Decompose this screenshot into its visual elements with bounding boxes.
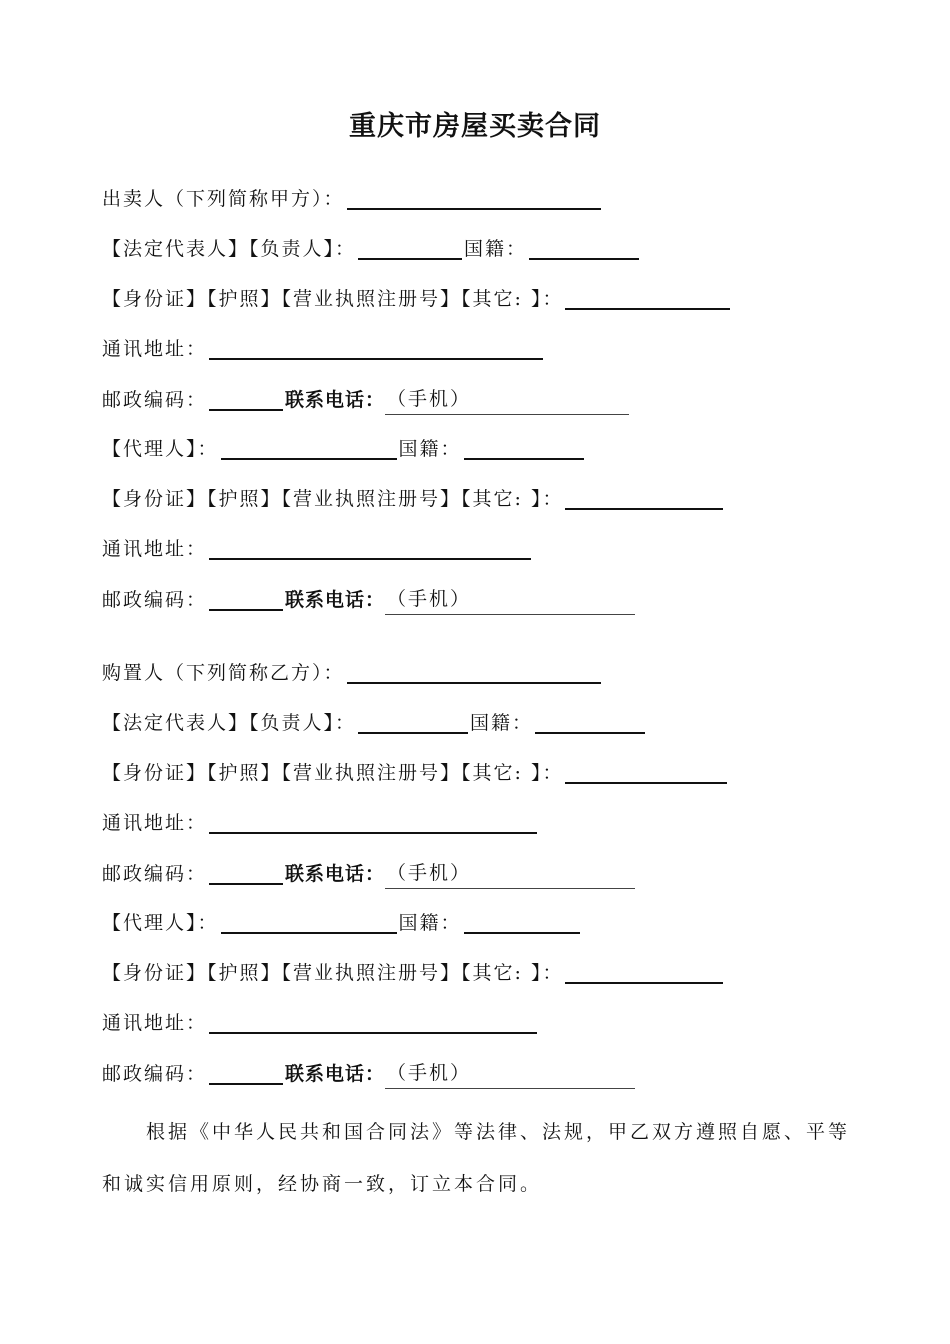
buyer-agent-postcode-label: 邮政编码： [102,1063,208,1085]
seller-agent-label: 【代理人】： [102,438,219,460]
buyer-id-label: 【身份证】【护照】【营业执照注册号】【其它: 】： [102,762,564,784]
seller-postcode-label: 邮政编码： [102,389,208,411]
buyer-id-field[interactable] [565,760,727,784]
seller-id-field[interactable] [565,286,730,310]
seller-postcode-row [102,384,629,414]
seller-agent-phone-label: 联系电话： [285,589,386,611]
seller-agent-nationality-field[interactable] [464,436,584,460]
seller-phone-label: 联系电话： [285,389,386,411]
buyer-postcode-row [102,858,635,888]
seller-phone-field[interactable]: （手机） [385,384,629,415]
buyer-agent-field[interactable] [221,910,397,934]
seller-agent-row [102,434,586,464]
buyer-id-row [102,758,729,788]
seller-address-row [102,334,545,364]
buyer-agent-postcode-row [102,1058,635,1088]
seller-agent-address-field[interactable] [209,536,531,560]
seller-agent-id-label: 【身份证】【护照】【营业执照注册号】【其它: 】： [102,488,564,510]
seller-nationality-label: 国籍： [464,238,528,260]
seller-legal-rep-field[interactable] [358,236,462,260]
page-title: 重庆市房屋买卖合同 [349,111,601,142]
buyer-agent-phone-label: 联系电话： [285,1063,386,1085]
buyer-agent-phone-field[interactable]: （手机） [385,1058,635,1089]
buyer-agent-nationality-field[interactable] [464,910,580,934]
seller-agent-address-label: 通讯地址： [102,538,208,560]
buyer-postcode-field[interactable] [209,861,283,885]
buyer-agent-id-field[interactable] [565,960,723,984]
buyer-party-label: 购置人（下列简称乙方）： [102,662,345,684]
buyer-agent-id-row [102,958,725,988]
seller-agent-postcode-row [102,584,635,614]
buyer-party-row [102,658,603,688]
seller-agent-id-field[interactable] [565,486,723,510]
buyer-agent-postcode-field[interactable] [209,1061,283,1085]
buyer-agent-label: 【代理人】： [102,912,219,934]
seller-legal-rep-label: 【法定代表人】【负责人】： [102,238,357,260]
buyer-phone-label: 联系电话： [285,863,386,885]
buyer-legal-rep-field[interactable] [358,710,468,734]
buyer-legal-rep-row [102,708,647,738]
seller-party-row [102,184,603,214]
buyer-phone-field[interactable]: （手机） [385,858,635,889]
seller-agent-postcode-field[interactable] [209,587,283,611]
seller-agent-postcode-label: 邮政编码： [102,589,208,611]
buyer-agent-row [102,908,582,938]
seller-id-row [102,284,732,314]
buyer-agent-address-field[interactable] [209,1010,537,1034]
buyer-agent-address-row [102,1008,539,1038]
seller-agent-address-row [102,534,533,564]
buyer-name-field[interactable] [347,660,601,684]
seller-postcode-field[interactable] [209,387,283,411]
seller-party-label: 出卖人（下列简称甲方）： [102,188,345,210]
seller-name-field[interactable] [347,186,601,210]
buyer-agent-nationality-label: 国籍： [398,912,462,934]
seller-nationality-field[interactable] [529,236,639,260]
seller-agent-nationality-label: 国籍： [398,438,462,460]
seller-legal-rep-row [102,234,641,264]
intro-paragraph: 根据《中华人民共和国合同法》等法律、法规，甲乙双方遵照自愿、平等和诚实信用原则，经协商一致，订立本合同。 [102,1121,851,1195]
buyer-nationality-label: 国籍： [470,712,534,734]
buyer-agent-address-label: 通讯地址： [102,1012,208,1034]
seller-address-field[interactable] [209,336,543,360]
seller-agent-id-row [102,484,725,514]
seller-agent-field[interactable] [221,436,397,460]
buyer-agent-id-label: 【身份证】【护照】【营业执照注册号】【其它: 】： [102,962,564,984]
seller-id-label: 【身份证】【护照】【营业执照注册号】【其它: 】： [102,288,564,310]
buyer-nationality-field[interactable] [535,710,645,734]
buyer-address-row [102,808,539,838]
buyer-address-field[interactable] [209,810,537,834]
buyer-address-label: 通讯地址： [102,812,208,834]
buyer-postcode-label: 邮政编码： [102,863,208,885]
buyer-legal-rep-label: 【法定代表人】【负责人】： [102,712,357,734]
seller-agent-phone-field[interactable]: （手机） [385,584,635,615]
seller-address-label: 通讯地址： [102,338,208,360]
